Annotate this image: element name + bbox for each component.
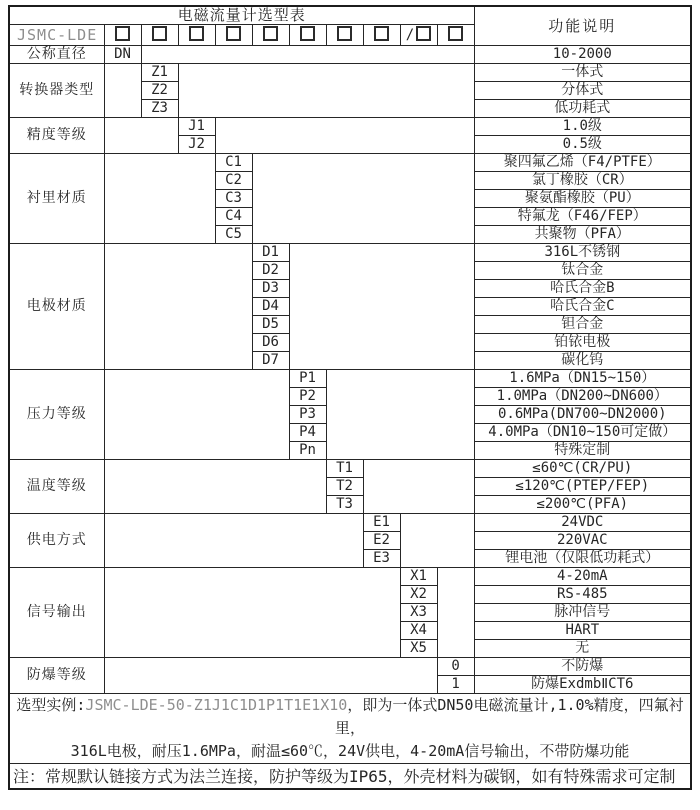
desc-cell: 4.0MPa（DN10~150可定做） [474,424,691,442]
example-line2: 316L电极，耐压1.6MPa，耐温≤60℃，24V供电，4-20mA信号输出，不带防爆功能 [70,742,630,760]
checkbox-cell [289,25,326,46]
desc-cell: 无 [474,640,691,658]
checkbox-cell [141,25,178,46]
desc-cell: 一体式 [474,64,691,82]
desc-cell: 聚四氟乙烯（F4/PTFE） [474,154,691,172]
code-c2: C2 [215,172,252,190]
label-temperature-rating: 温度等级 [9,460,104,514]
desc-cell: ≤120℃(PTEP/FEP) [474,478,691,496]
code-p3: P3 [289,406,326,424]
desc-cell: 1.0MPa（DN200~DN600） [474,388,691,406]
code-e3: E3 [363,550,400,568]
model-prefix: JSMC-LDE [9,25,104,46]
code-t2: T2 [326,478,363,496]
code-j2: J2 [178,136,215,154]
checkbox-cell [215,25,252,46]
code-t1: T1 [326,460,363,478]
spacer-cell [104,460,326,514]
code-x5: X5 [400,640,437,658]
example-label: 选型实例: [16,696,86,714]
function-description-header: 功能说明 [474,6,691,46]
code-z1: Z1 [141,64,178,82]
desc-cell: HART [474,622,691,640]
code-p4: P4 [289,424,326,442]
desc-cell: 不防爆 [474,658,691,676]
desc-cell: 共聚物（PFA） [474,226,691,244]
checkbox-icon [189,26,204,41]
desc-cell: 220VAC [474,532,691,550]
code-j1: J1 [178,118,215,136]
desc-cell: 脉冲信号 [474,604,691,622]
desc-cell: 铂铱电极 [474,334,691,352]
checkbox-cell [178,25,215,46]
spacer-cell [104,370,289,460]
code-1: 1 [437,676,474,694]
desc-cell: 4-20mA [474,568,691,586]
checkbox-icon [300,26,315,41]
example-line1 [10,694,690,740]
code-z2: Z2 [141,82,178,100]
checkbox-cell [252,25,289,46]
checkbox-icon [226,26,241,41]
code-d4: D4 [252,298,289,316]
selection-table [8,5,692,790]
spacer-cell [104,64,141,118]
checkbox-icon [448,26,463,41]
label-signal-output: 信号输出 [9,568,104,658]
code-p2: P2 [289,388,326,406]
spacer-cell [141,46,474,64]
desc-cell: 防爆ExdmbⅡCT6 [474,676,691,694]
label-explosion-proof: 防爆等级 [9,658,104,694]
desc-cell: ≤60℃(CR/PU) [474,460,691,478]
spacer-cell [178,64,474,118]
label-nominal-diameter: 公称直径 [9,46,104,64]
desc-cell: 24VDC [474,514,691,532]
label-accuracy-grade: 精度等级 [9,118,104,154]
spacer-cell [252,154,474,244]
desc-cell: 分体式 [474,82,691,100]
code-p1: P1 [289,370,326,388]
desc-cell: 哈氏合金C [474,298,691,316]
checkbox-cell [326,25,363,46]
spacer-cell [104,244,252,370]
label-converter-type: 转换器类型 [9,64,104,118]
spacer-cell [215,118,474,154]
checkbox-icon [115,26,130,41]
desc-cell: 氯丁橡胶（CR） [474,172,691,190]
code-pn: Pn [289,442,326,460]
desc-cell: 锂电池（仅限低功耗式） [474,550,691,568]
desc-cell: 1.0级 [474,118,691,136]
desc-cell: 钛合金 [474,262,691,280]
desc-cell: ≤200℃(PFA) [474,496,691,514]
desc-cell: 10-2000 [474,46,691,64]
code-d3: D3 [252,280,289,298]
code-c5: C5 [215,226,252,244]
table-title: 电磁流量计选型表 [9,6,474,25]
spacer-cell [289,244,474,370]
code-c4: C4 [215,208,252,226]
spacer-cell [104,568,400,658]
checkbox-icon [263,26,278,41]
desc-cell: 低功耗式 [474,100,691,118]
label-pressure-rating: 压力等级 [9,370,104,460]
checkbox-cell [400,25,437,46]
code-z3: Z3 [141,100,178,118]
desc-cell: 316L不锈钢 [474,244,691,262]
desc-cell: 特氟龙（F46/FEP） [474,208,691,226]
code-0: 0 [437,658,474,676]
desc-cell: 碳化钨 [474,352,691,370]
code-x1: X1 [400,568,437,586]
checkbox-icon [337,26,352,41]
desc-cell: 哈氏合金B [474,280,691,298]
desc-cell: 0.6MPa(DN700~DN2000) [474,406,691,424]
spacer-cell [104,118,178,154]
code-d6: D6 [252,334,289,352]
checkbox-cell [104,25,141,46]
checkbox-cell [437,25,474,46]
spacer-cell [437,568,474,658]
code-t3: T3 [326,496,363,514]
code-d5: D5 [252,316,289,334]
desc-cell: 钽合金 [474,316,691,334]
spacer-cell [104,658,437,694]
example-model-number: JSMC-LDE-50-Z1J1C1D1P1T1E1X10 [85,696,348,714]
code-x3: X3 [400,604,437,622]
selection-example [9,694,691,764]
checkbox-icon [374,26,389,41]
code-d1: D1 [252,244,289,262]
desc-cell: RS-485 [474,586,691,604]
code-e1: E1 [363,514,400,532]
code-x2: X2 [400,586,437,604]
code-d2: D2 [252,262,289,280]
desc-cell: 0.5级 [474,136,691,154]
code-dn: DN [104,46,141,64]
spacer-cell [326,370,474,460]
code-c1: C1 [215,154,252,172]
code-c3: C3 [215,190,252,208]
spacer-cell [104,514,363,568]
spacer-cell [104,154,215,244]
checkbox-icon [152,26,167,41]
spacer-cell [363,460,474,514]
checkbox-icon [416,26,431,41]
code-x4: X4 [400,622,437,640]
label-liner-material: 衬里材质 [9,154,104,244]
checkbox-cell [363,25,400,46]
code-d7: D7 [252,352,289,370]
slash-separator: / [405,26,415,43]
desc-cell: 特殊定制 [474,442,691,460]
desc-cell: 聚氨酯橡胶（PU） [474,190,691,208]
example-description: ，即为一体式DN50电磁流量计,1.0%精度，四氟衬里， [334,696,684,737]
footer-note: 注：常规默认链接方式为法兰连接，防护等级为IP65，外壳材料为碳钢，如有特殊需求可定制 [9,764,691,790]
spacer-cell [400,514,474,568]
label-electrode-material: 电极材质 [9,244,104,370]
code-e2: E2 [363,532,400,550]
desc-cell: 1.6MPa（DN15~150） [474,370,691,388]
label-power-supply: 供电方式 [9,514,104,568]
